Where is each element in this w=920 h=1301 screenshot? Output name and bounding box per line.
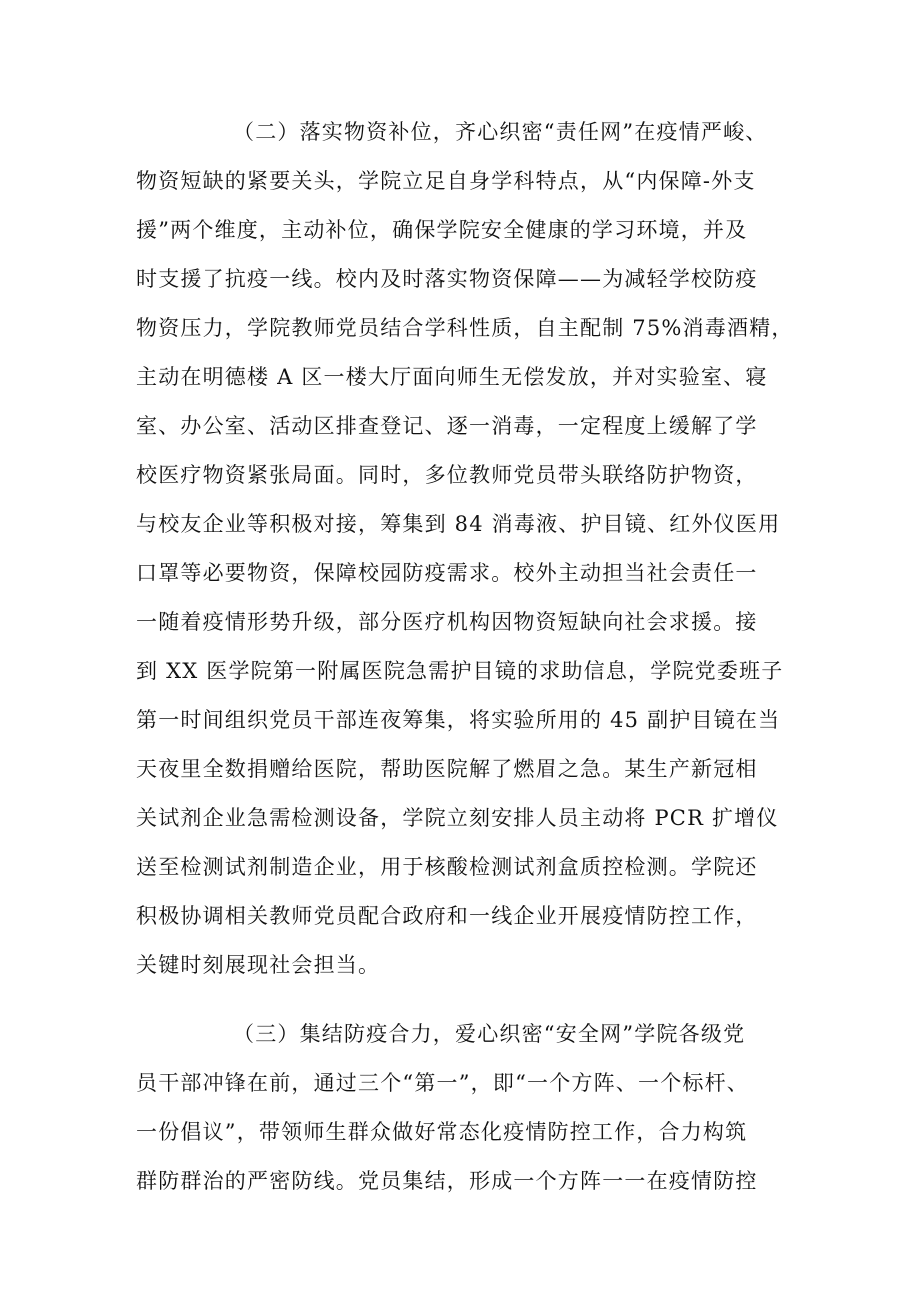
- paragraph-line: （三）集结防疫合力，爱心织密“安全网”学院各级党: [233, 1022, 746, 1046]
- paragraph-line: 校医疗物资紧张局面。同时，多位教师党员带头联络防护物资，: [136, 463, 758, 487]
- paragraph-line: 群防群治的严密防线。党员集结，形成一个方阵一一在疫情防控: [136, 1169, 758, 1193]
- paragraph-line: 到 XX 医学院第一附属医院急需护目镜的求助信息，学院党委班子: [136, 659, 784, 683]
- paragraph-line: 一份倡议”，带领师生群众做好常态化疫情防控工作，合力构筑: [136, 1120, 748, 1144]
- paragraph-line: 口罩等必要物资，保障校园防疫需求。校外主动担当社会责任一: [136, 561, 758, 585]
- paragraph-line: 一随着疫情形势升级，部分医疗机构因物资短缺向社会求援。接: [136, 610, 758, 634]
- paragraph-line: 主动在明德楼 A 区一楼大厅面向师生无偿发放，并对实验室、寝: [136, 365, 768, 389]
- paragraph-line: 物资压力，学院教师党员结合学科性质，自主配制 75%消毒酒精，: [136, 316, 794, 340]
- paragraph-line: 关试剂企业急需检测设备，学院立刻安排人员主动将 PCR 扩增仪: [136, 806, 779, 830]
- paragraph-line: 时支援了抗疫一线。校内及时落实物资保障——为减轻学校防疫: [136, 267, 758, 291]
- paragraph-line: 与校友企业等积极对接，筹集到 84 消毒液、护目镜、红外仪医用: [136, 512, 781, 536]
- paragraph-line: 物资短缺的紧要关头，学院立足自身学科特点，从“内保障-外支: [136, 169, 756, 193]
- paragraph-line: 员干部冲锋在前，通过三个“第一”，即“一个方阵、一个标杆、: [136, 1071, 750, 1095]
- paragraph-line: 第一时间组织党员干部连夜筹集，将实验所用的 45 副护目镜在当: [136, 708, 781, 732]
- paragraph-line: 积极协调相关教师党员配合政府和一线企业开展疫情防控工作，: [136, 904, 758, 928]
- paragraph-line: 送至检测试剂制造企业，用于核酸检测试剂盒质控检测。学院还: [136, 855, 758, 879]
- paragraph-line: 室、办公室、活动区排查登记、逐一消毒，一定程度上缓解了学: [136, 414, 758, 438]
- paragraph-line: 援”两个维度，主动补位，确保学院安全健康的学习环境，并及: [136, 218, 748, 242]
- paragraph-line: 关键时刻展现社会担当。: [136, 953, 381, 977]
- paragraph-line: （二）落实物资补位，齐心织密“责任网”在疫情严峻、: [233, 120, 768, 144]
- paragraph-line: 天夜里全数捐赠给医院，帮助医院解了燃眉之急。某生产新冠相: [136, 757, 758, 781]
